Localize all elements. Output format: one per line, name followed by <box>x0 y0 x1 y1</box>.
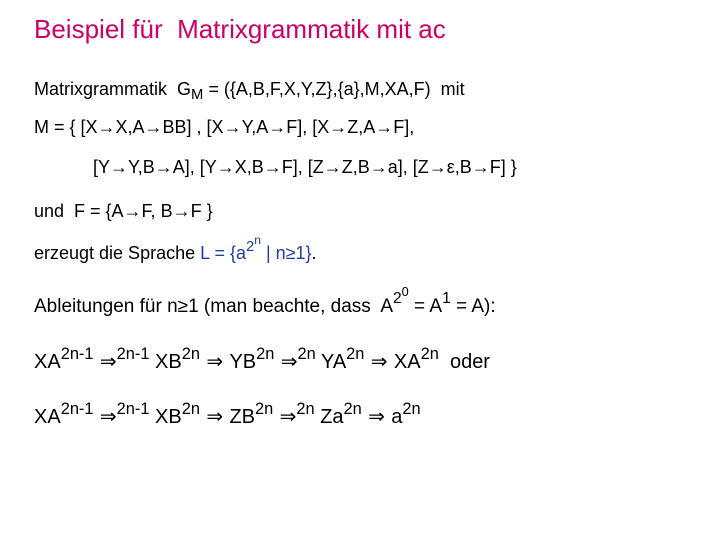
derivation-row-1: $XA^{2n-1}$ ⇒$^{2n-1}$ $XB^{2n}$ ⇒ $YB^{2n}$ ⇒$^{2n}$ $YA^{2n}$ ⇒ $XA^{2n}$ oder <box>34 344 490 373</box>
implies-arrow: ⇒ <box>361 404 392 428</box>
language-period: . <box>311 243 317 263</box>
grammar-subscript: M <box>191 87 204 104</box>
grammar-prefix: Matrixgrammatik G <box>34 79 192 99</box>
implies-arrow: ⇒ <box>199 404 230 428</box>
grammar-tuple: = ({A,B,F,X,Y,Z},{a},M,XA,F) mit <box>203 79 465 99</box>
implies-arrow: ⇒ <box>273 404 297 428</box>
grammar-definition-line <box>34 79 465 104</box>
language-expression: $L = \{a^{2^n}$ | n≥1} <box>200 233 312 263</box>
final-set-line: und F = {A→F, B→F } <box>34 201 213 221</box>
implies-arrow: ⇒ <box>199 349 230 373</box>
implies-arrow: ⇒ <box>364 349 394 373</box>
derivations-intro-line: Ableitungen für n≥1 (man beachte, dass $A^{2^0} = A^1 = A$): <box>34 284 496 317</box>
oder-word: oder <box>438 351 490 373</box>
implies-arrow: ⇒ <box>93 349 117 373</box>
matrix-set-line-2: [Y→Y,B→A], [Y→X,B→F], [Z→Z,B→a], [Z→ε,B→F] } <box>93 157 517 177</box>
slide-title: Beispiel für Matrixgrammatik mit ac <box>34 14 446 44</box>
matrix-set-line-1: M = { [X→X,A→BB] , [X→Y,A→F], [X→Z,A→F], <box>34 117 415 137</box>
implies-arrow: ⇒ <box>93 404 117 428</box>
derivation-row-2: $XA^{2n-1}$ ⇒$^{2n-1}$ $XB^{2n}$ ⇒ $ZB^{2n}$ ⇒$^{2n}$ $Za^{2n}$ ⇒ $a^{2n}$ <box>34 399 421 428</box>
language-line <box>34 233 317 265</box>
implies-arrow: ⇒ <box>274 349 298 373</box>
language-prefix: erzeugt die Sprache <box>34 243 201 263</box>
